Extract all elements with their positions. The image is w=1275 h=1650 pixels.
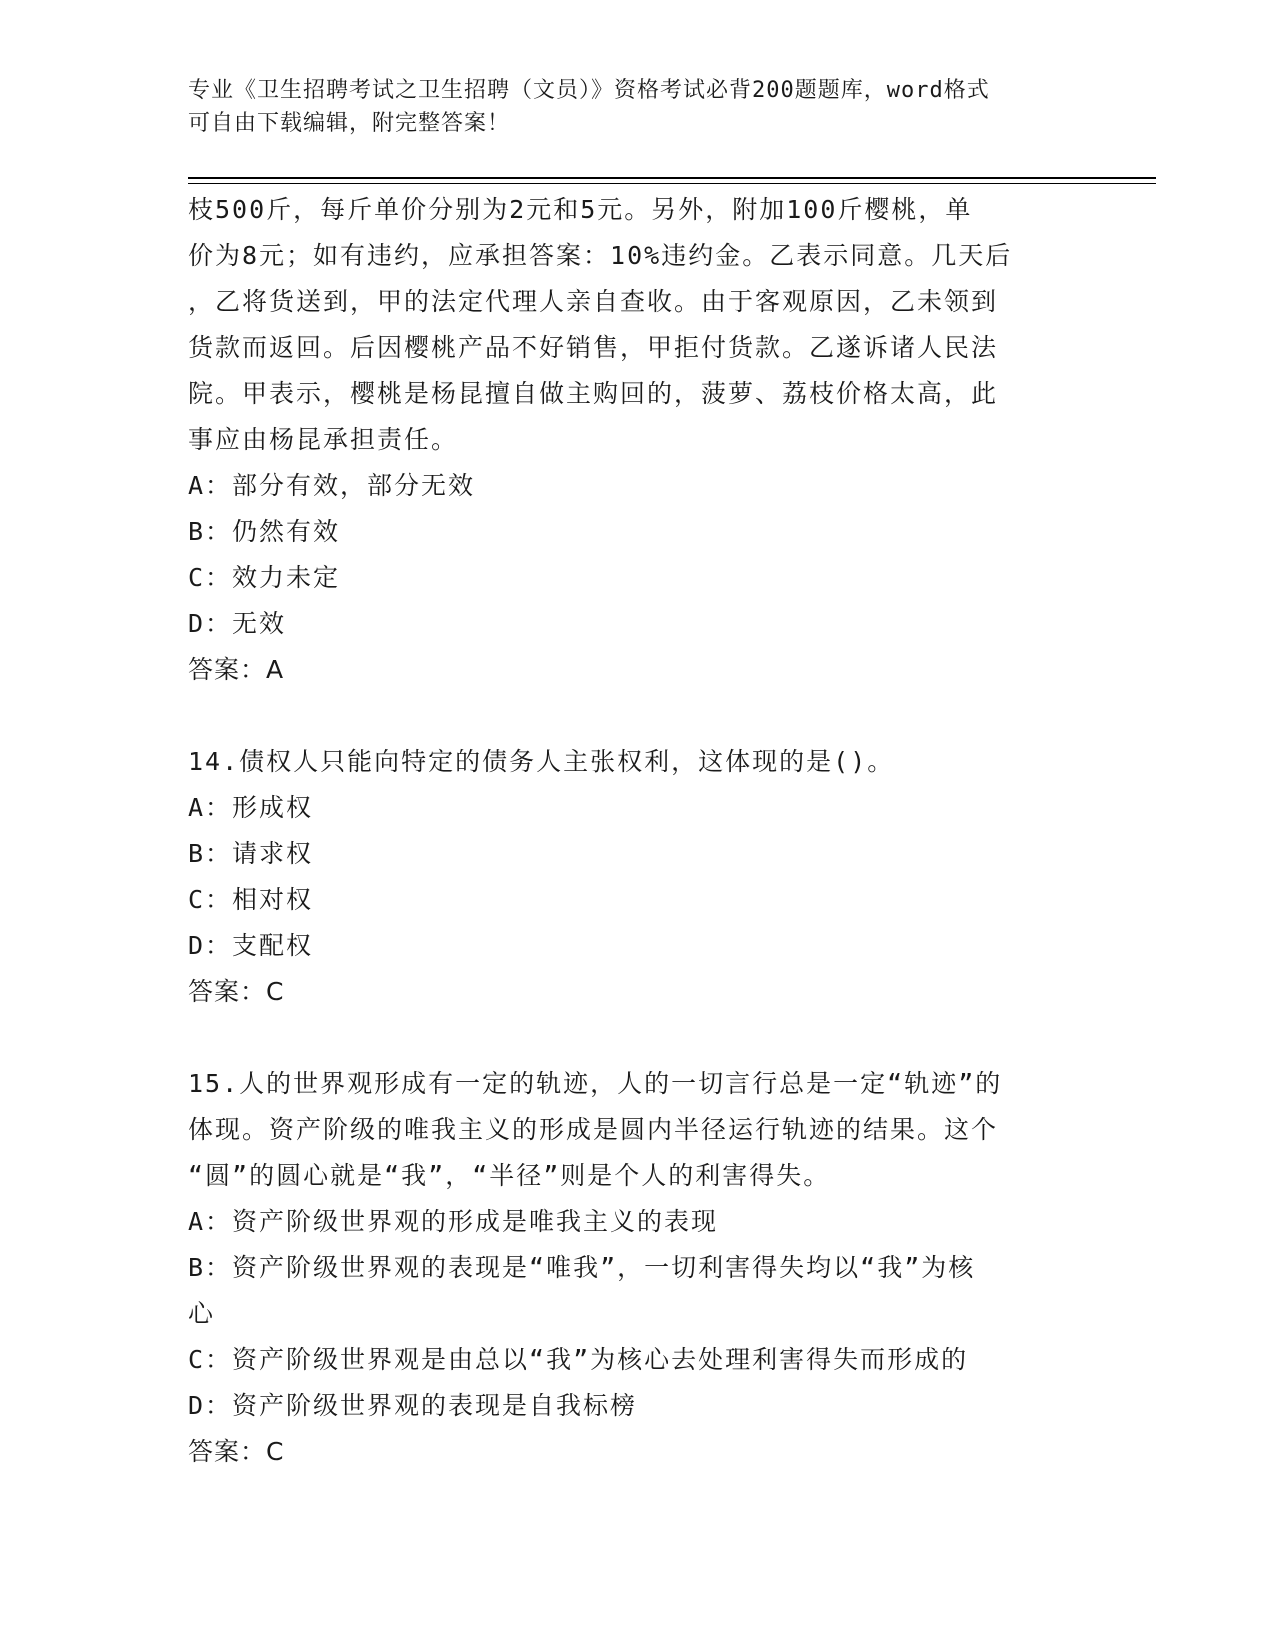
document-body [188,187,1078,1475]
option-c: C：相对权 [188,885,314,914]
header-divider-thin [188,183,1156,184]
option-a: A：部分有效，部分无效 [188,471,476,500]
document-header [188,74,1068,140]
question-stem-line: 枝500斤，每斤单价分别为2元和5元。另外，附加100斤樱桃，单 [188,195,973,224]
question-stem-line: 14.债权人只能向特定的债务人主张权利，这体现的是()。 [188,747,895,776]
question-15 [188,1061,1078,1475]
question-stem-line: “圆”的圆心就是“我”，“半径”则是个人的利害得失。 [188,1161,831,1190]
question-stem-line: 院。甲表示，樱桃是杨昆擅自做主购回的，菠萝、荔枝价格太高，此 [188,379,999,408]
option-b: B：请求权 [188,839,314,868]
option-b: B：资产阶级世界观的表现是“唯我”，一切利害得失均以“我”为核 [188,1253,976,1282]
question-14 [188,739,1078,1015]
question-spacer [188,1015,1078,1061]
answer-label: 答案：C [188,977,285,1006]
option-a: A：资产阶级世界观的形成是唯我主义的表现 [188,1207,719,1236]
answer-label: 答案：A [188,655,285,684]
question-stem-line: 货款而返回。后因樱桃产品不好销售，甲拒付货款。乙遂诉诸人民法 [188,333,999,362]
option-b-continued: 心 [188,1299,216,1328]
question-spacer [188,693,1078,739]
question-stem-line: 价为8元；如有违约，应承担答案：10%违约金。乙表示同意。几天后 [188,241,1013,270]
question-stem-line: ，乙将货送到，甲的法定代理人亲自查收。由于客观原因，乙未领到 [188,287,999,316]
option-b: B：仍然有效 [188,517,341,546]
answer-label: 答案：C [188,1437,285,1466]
question-stem-line: 体现。资产阶级的唯我主义的形成是圆内半径运行轨迹的结果。这个 [188,1115,999,1144]
option-d: D：无效 [188,609,287,638]
question-stem-line: 15.人的世界观形成有一定的轨迹，人的一切言行总是一定“轨迹”的 [188,1069,1003,1098]
option-c: C：效力未定 [188,563,341,592]
option-a: A：形成权 [188,793,314,822]
header-line-1: 专业《卫生招聘考试之卫生招聘（文员）》资格考试必背200题题库，word格式 [188,78,990,103]
option-c: C：资产阶级世界观是由总以“我”为核心去处理利害得失而形成的 [188,1345,969,1374]
question-13 [188,187,1078,693]
header-line-2: 可自由下载编辑，附完整答案！ [188,111,511,136]
option-d: D：资产阶级世界观的表现是自我标榜 [188,1391,638,1420]
header-divider-thick [188,177,1156,179]
option-d: D：支配权 [188,931,314,960]
question-stem-line: 事应由杨昆承担责任。 [188,425,459,454]
